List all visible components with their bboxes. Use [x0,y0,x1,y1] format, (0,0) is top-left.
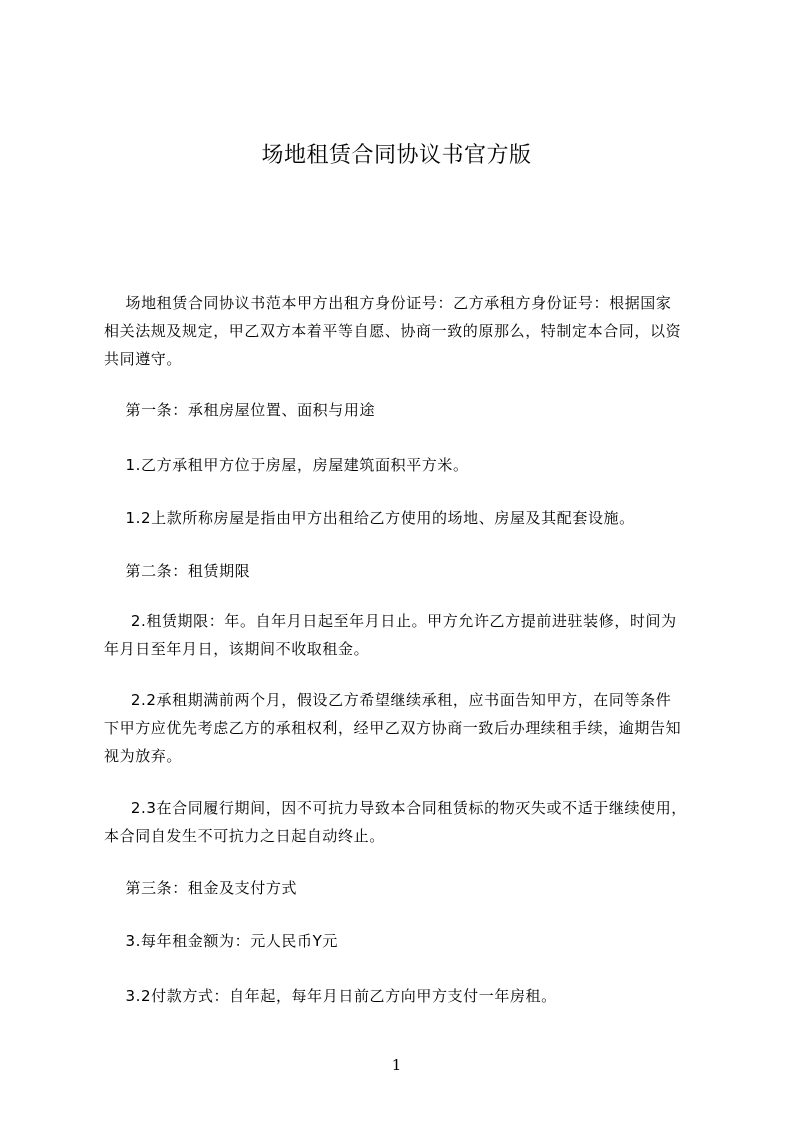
article-3-heading [104,874,704,902]
page-number: 1 [391,1056,402,1074]
clause-1-1 [104,451,704,479]
clause-3-1 [104,927,704,955]
paragraph-text: 场地租赁合同协议书范本甲方出租方身份证号：乙方承租方身份证号：根据国家 相关法规及规定，甲乙双方本着平等自愿、协商一致的原那么，特制定本合同，以资 共同遵守。 [104,294,682,368]
paragraph-text: 第一条：承租房屋位置、面积与用途 [104,401,376,419]
clause-3-2 [104,982,704,1010]
paragraph-text: 2.租赁期限：年。自年月日起至年月日止。甲方允许乙方提前进驻装修，时间为 年月日至年月日，该期间不收取租金。 [104,612,677,658]
clause-2-1 [104,607,704,663]
article-1-heading [104,396,704,424]
clause-1-2 [104,504,704,532]
paragraph-text: 2.2承租期满前两个月，假设乙方希望继续承租，应书面告知甲方，在同等条件 下甲方应优先考虑乙方的承租权利，经甲乙双方协商一致后办理续租手续，逾期告知 视为放弃。 [104,691,682,765]
paragraph-text: 1.乙方承租甲方位于房屋，房屋建筑面积平方米。 [104,456,469,474]
paragraph-intro [104,289,704,373]
paragraph-text: 3.每年租金额为：元人民币Y元 [104,932,338,950]
paragraph-text: 第二条：租赁期限 [104,562,251,580]
paragraph-text: 第三条：租金及支付方式 [104,879,298,897]
article-2-heading [104,557,704,585]
paragraph-text: 2.3在合同履行期间，因不可抗力导致本合同租赁标的物灭失或不适于继续使用， 本合同自发生不可抗力之日起自动终止。 [104,799,687,845]
clause-2-3 [104,794,704,850]
paragraph-text: 1.2上款所称房屋是指由甲方出租给乙方使用的场地、房屋及其配套设施。 [104,509,635,527]
paragraph-text: 3.2付款方式：自年起，每年月日前乙方向甲方支付一年房租。 [104,987,557,1005]
document-title: 场地租赁合同协议书官方版 [261,143,532,168]
clause-2-2 [104,686,704,770]
